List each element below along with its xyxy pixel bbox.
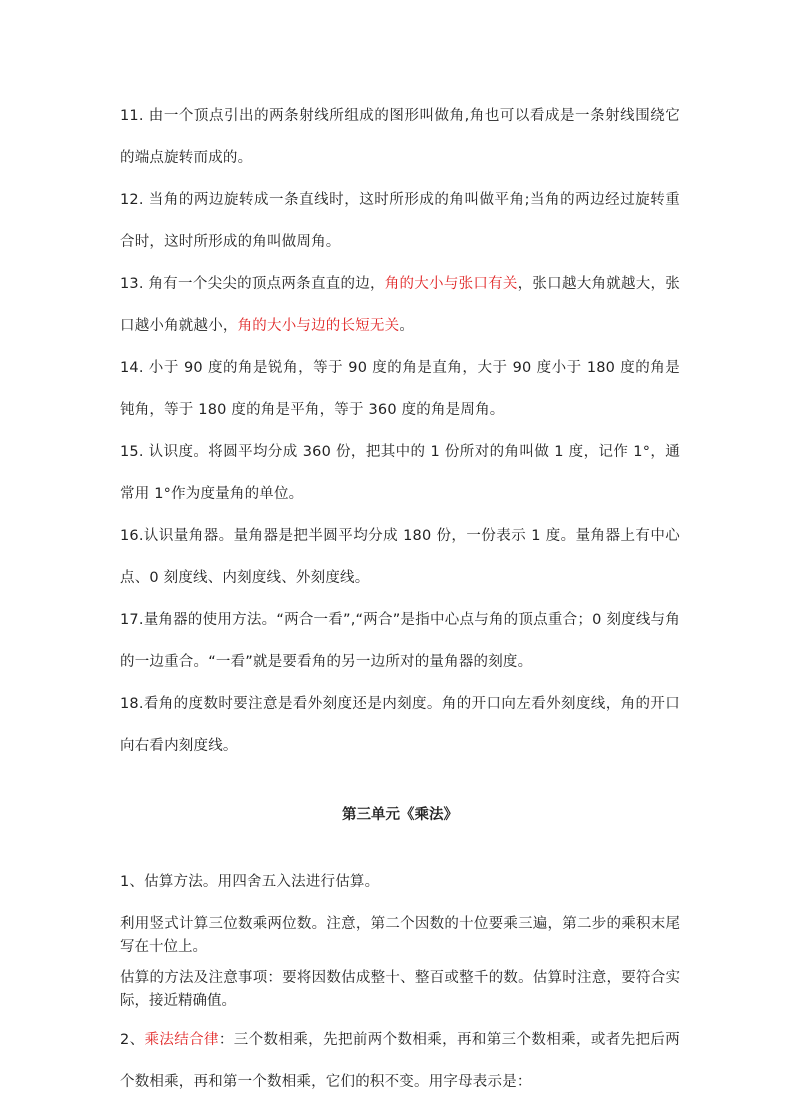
unit3-note-1: 利用竖式计算三位数乘两位数。注意，第二个因数的十位要乘三遍，第二步的乘积末尾写在十位上。 xyxy=(120,916,680,955)
item-13-text-a: 13. 角有一个尖尖的顶点两条直直的边， xyxy=(120,276,385,292)
unit3-item-1: 1、估算方法。用四舍五入法进行估算。 xyxy=(120,874,380,890)
item-15: 15. 认识度。将圆平均分成 360 份，把其中的 1 份所对的角叫做 1 度，记作 1°，通常用 1°作为度量角的单位。 xyxy=(120,444,680,502)
item-13 xyxy=(120,263,680,347)
item-17: 17.量角器的使用方法。“两合一看”,“两合”是指中心点与角的顶点重合；0 刻度线与角的一边重合。“一看”就是要看角的另一边所对的量角器的刻度。 xyxy=(120,612,680,670)
unit3-item-2-number: 2、 xyxy=(120,1032,145,1048)
item-13-highlight-2: 角的大小与边的长短无关 xyxy=(237,318,400,334)
item-16: 16.认识量角器。量角器是把半圆平均分成 180 份，一份表示 1 度。量角器上有中心点、0 刻度线、内刻度线、外刻度线。 xyxy=(120,528,680,586)
item-13-text-b: ，张口越大角就越大，张口越小角就越小， xyxy=(120,276,680,334)
unit3-note-2: 估算的方法及注意事项：要将因数估成整十、整百或整千的数。估算时注意，要符合实际，接近精确值。 xyxy=(120,970,680,1009)
unit3-item-2 xyxy=(120,1019,680,1103)
item-11: 11. 由一个顶点引出的两条射线所组成的图形叫做角,角也可以看成是一条射线围绕它的端点旋转而成的。 xyxy=(120,108,680,166)
section-title: 第三单元《乘法》 xyxy=(342,807,458,823)
item-13-text-c: 。 xyxy=(399,318,415,334)
unit3-item-2-highlight: 乘法结合律 xyxy=(144,1032,219,1048)
item-18: 18.看角的度数时要注意是看外刻度还是内刻度。角的开口向左看外刻度线，角的开口向右看内刻度线。 xyxy=(120,696,680,754)
item-13-highlight-1: 角的大小与张口有关 xyxy=(384,276,518,292)
item-14: 14. 小于 90 度的角是锐角，等于 90 度的角是直角，大于 90 度小于 180 度的角是钝角，等于 180 度的角是平角，等于 360 度的角是周角。 xyxy=(120,360,680,418)
item-12: 12. 当角的两边旋转成一条直线时，这时所形成的角叫做平角;当角的两边经过旋转重合时，这时所形成的角叫做周角。 xyxy=(120,192,680,250)
unit3-notes xyxy=(120,913,680,1013)
unit3-item-2-text: ：三个数相乘，先把前两个数相乘，再和第三个数相乘，或者先把后两个数相乘，再和第一个数相乘，它们的积不变。用字母表示是： xyxy=(120,1032,681,1090)
